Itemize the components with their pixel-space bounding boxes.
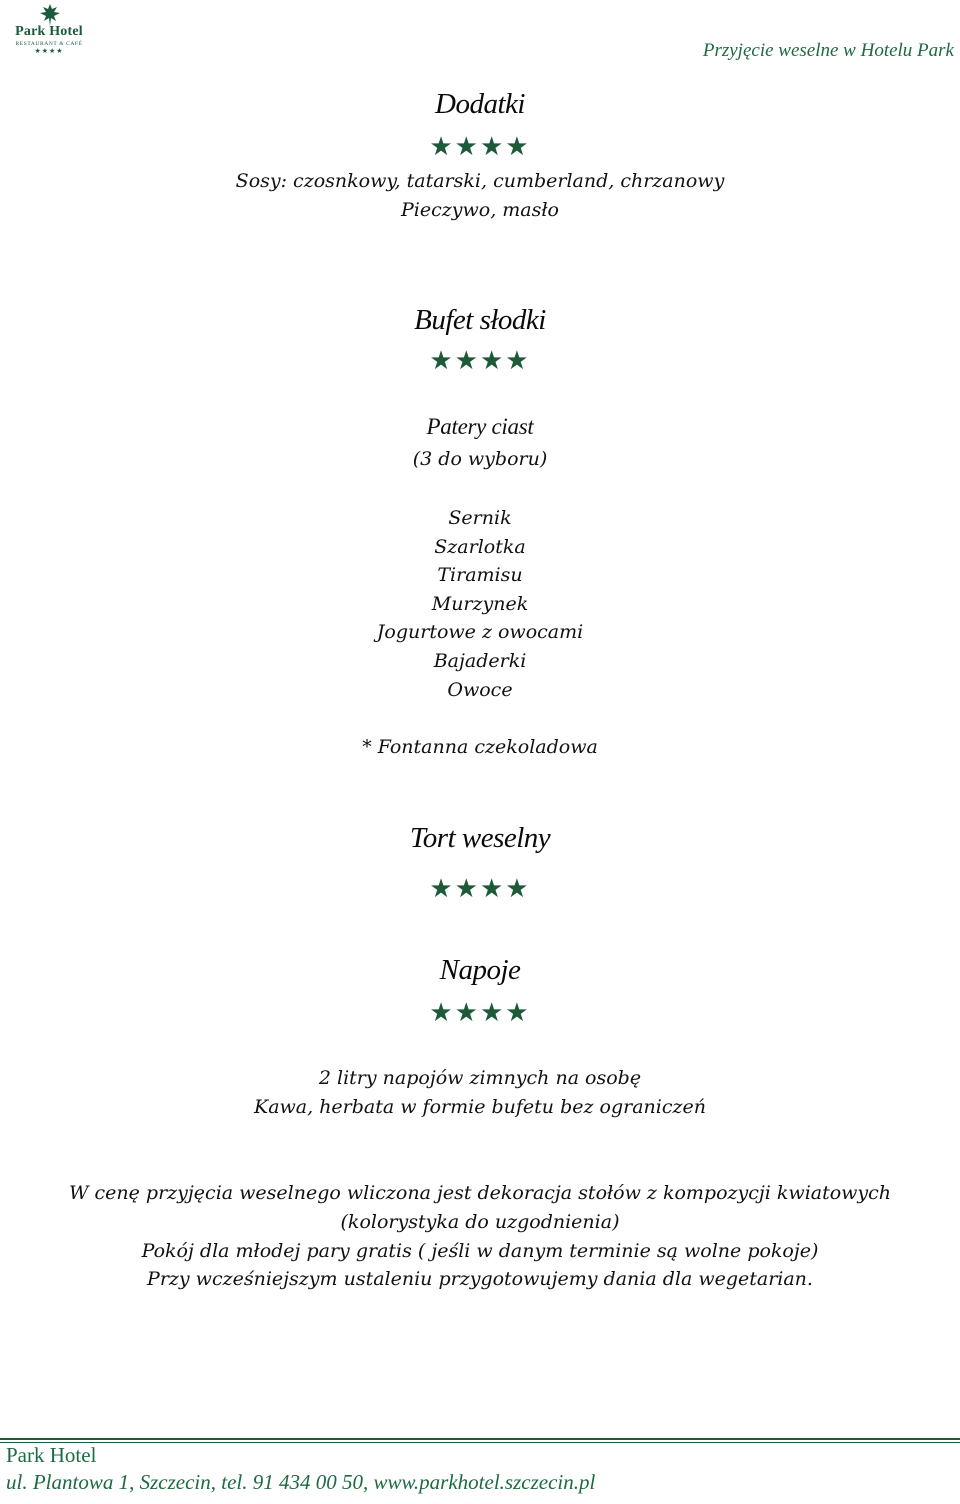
leaf-icon xyxy=(40,4,60,26)
footer-divider xyxy=(0,1442,960,1443)
note-line: (kolorystyka do uzgodnienia) xyxy=(340,1211,620,1233)
bufet-item: Jogurtowe z owocami xyxy=(376,621,584,643)
logo-subtitle: RESTAURANT & CAFÉ xyxy=(15,41,83,47)
note-line: Pokój dla młodej pary gratis ( jeśli w danym terminie są wolne pokoje) xyxy=(141,1240,819,1262)
bufet-item: Murzynek xyxy=(431,593,529,615)
section-heading-tort: Tort weselny xyxy=(409,822,551,854)
star-divider: ★★★★ xyxy=(429,874,531,904)
logo-brand: Park Hotel xyxy=(15,24,83,39)
star-divider: ★★★★ xyxy=(429,998,531,1028)
note-line: W cenę przyjęcia weselnego wliczona jest dekoracja stołów z kompozycji kwiatowych xyxy=(68,1182,892,1204)
star-divider: ★★★★ xyxy=(429,132,531,162)
bufet-item: Tiramisu xyxy=(437,564,523,586)
bufet-item: Owoce xyxy=(447,679,513,701)
napoje-line: 2 litry napojów zimnych na osobę xyxy=(318,1067,642,1089)
note-line: Przy wcześniejszym ustaleniu przygotowujemy dania dla wegetarian. xyxy=(147,1268,813,1290)
footer-divider xyxy=(0,1438,960,1440)
bufet-item: Bajaderki xyxy=(433,650,527,672)
dodatki-line: Sosy: czosnkowy, tatarski, cumberland, chrzanowy xyxy=(235,170,725,192)
star-divider: ★★★★ xyxy=(429,346,531,376)
bufet-note: (3 do wyboru) xyxy=(412,448,548,470)
bufet-subheading: Patery ciast xyxy=(426,414,534,439)
footer-address: ul. Plantowa 1, Szczecin, tel. 91 434 00 50, www.parkhotel.szczecin.pl xyxy=(6,1470,596,1494)
footer-hotel-name: Park Hotel xyxy=(6,1443,97,1467)
section-heading-napoje: Napoje xyxy=(439,954,521,986)
logo-stars: ★★★★ xyxy=(34,47,64,55)
bufet-item: Szarlotka xyxy=(434,536,526,558)
section-heading-bufet: Bufet słodki xyxy=(414,304,546,336)
park-hotel-logo xyxy=(12,4,86,56)
header-title: Przyjęcie weselne w Hotelu Park xyxy=(702,40,954,61)
napoje-line: Kawa, herbata w formie bufetu bez ograniczeń xyxy=(254,1096,706,1118)
bufet-extra: * Fontanna czekoladowa xyxy=(362,736,598,758)
section-heading-dodatki: Dodatki xyxy=(435,88,525,120)
bufet-item: Sernik xyxy=(448,507,512,529)
dodatki-line: Pieczywo, masło xyxy=(401,199,559,221)
